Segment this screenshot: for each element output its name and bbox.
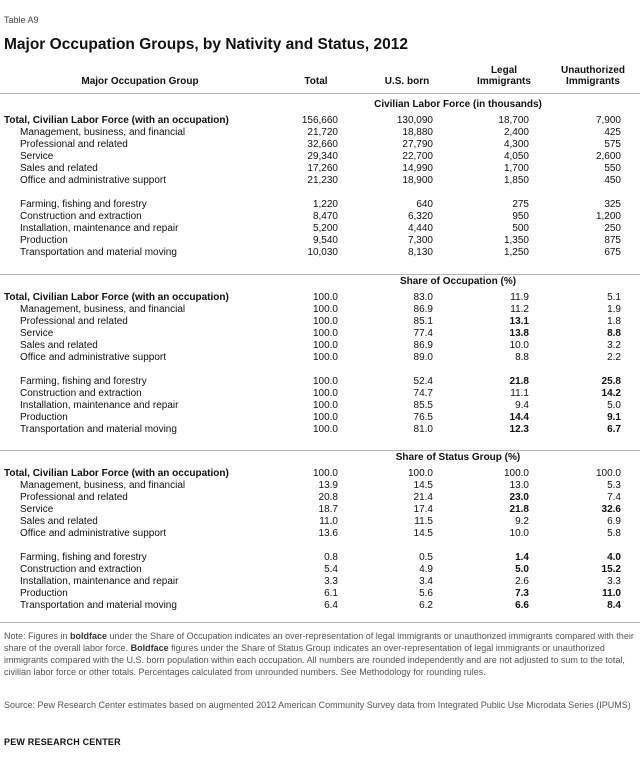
cell-unauthorized: 1.9 xyxy=(607,304,621,315)
row-label: Professional and related xyxy=(20,139,128,150)
row-label: Office and administrative support xyxy=(20,175,167,186)
row-label: Farming, fishing and forestry xyxy=(20,199,147,210)
cell-legal: 1,250 xyxy=(503,247,529,258)
table-row xyxy=(0,576,640,588)
table-row xyxy=(0,600,640,612)
row-label: Service xyxy=(20,504,54,515)
table-row xyxy=(0,424,640,436)
note-text-3: figures under the Share of Status Group indicates an over-representation of legal immigrants or unauthorized immigrants compared with the U.S. born population within each occupation. All numbers are rounded independently and are not adjusted to sum to the total, civilian labor force or other totals. Percentages calculated from unrounded numbers. See Methodology for rounding rules. xyxy=(4,643,625,677)
row-label: Production xyxy=(20,588,68,599)
row-label: Professional and related xyxy=(20,316,128,327)
table-row xyxy=(0,235,640,247)
col-header-unauth-line1: Unauthorized xyxy=(561,65,625,76)
cell-legal: 1.4 xyxy=(515,552,529,563)
table-note xyxy=(4,630,636,678)
cell-us-born: 3.4 xyxy=(419,576,433,587)
cell-unauthorized: 1.8 xyxy=(607,316,621,327)
cell-legal: 2,400 xyxy=(503,127,529,138)
cell-total: 11.0 xyxy=(319,516,338,527)
cell-us-born: 81.0 xyxy=(413,424,433,435)
cell-us-born: 52.4 xyxy=(413,376,433,387)
cell-unauthorized: 5.3 xyxy=(607,480,621,491)
table-row xyxy=(0,139,640,151)
cell-legal: 11.1 xyxy=(510,388,529,399)
row-label: Total, Civilian Labor Force (with an occupation) xyxy=(4,115,229,126)
cell-unauthorized: 575 xyxy=(604,139,621,150)
row-label: Farming, fishing and forestry xyxy=(20,552,147,563)
row-label: Professional and related xyxy=(20,492,128,503)
table-label: Table A9 xyxy=(4,15,39,25)
cell-unauthorized: 15.2 xyxy=(601,564,621,575)
cell-us-born: 77.4 xyxy=(413,328,433,339)
cell-unauthorized: 2.2 xyxy=(607,352,621,363)
cell-us-born: 86.9 xyxy=(413,304,433,315)
table-row xyxy=(0,163,640,175)
row-label: Management, business, and financial xyxy=(20,304,186,315)
table-row xyxy=(0,151,640,163)
cell-unauthorized: 14.2 xyxy=(601,388,621,399)
cell-us-born: 6,320 xyxy=(407,211,433,222)
cell-unauthorized: 7.4 xyxy=(607,492,621,503)
cell-legal: 100.0 xyxy=(503,468,529,479)
table-row xyxy=(0,340,640,352)
cell-unauthorized: 5.8 xyxy=(607,528,621,539)
cell-unauthorized: 325 xyxy=(604,199,621,210)
cell-unauthorized: 9.1 xyxy=(607,412,621,423)
cell-total: 29,340 xyxy=(307,151,338,162)
cell-us-born: 74.7 xyxy=(413,388,433,399)
row-label: Production xyxy=(20,235,68,246)
table-row xyxy=(0,199,640,211)
row-label: Construction and extraction xyxy=(20,211,142,222)
cell-legal: 1,700 xyxy=(503,163,529,174)
cell-total: 100.0 xyxy=(312,400,338,411)
cell-legal: 21.8 xyxy=(509,504,529,515)
cell-total: 5,200 xyxy=(312,223,338,234)
cell-total: 100.0 xyxy=(312,412,338,423)
table-row xyxy=(0,552,640,564)
cell-total: 1,220 xyxy=(312,199,338,210)
row-label: Total, Civilian Labor Force (with an occupation) xyxy=(4,292,229,303)
cell-legal: 4,300 xyxy=(503,139,529,150)
row-label: Farming, fishing and forestry xyxy=(20,376,147,387)
cell-unauthorized: 6.9 xyxy=(607,516,621,527)
table-row-total xyxy=(0,468,640,480)
table-row xyxy=(0,376,640,388)
row-label: Construction and extraction xyxy=(20,564,142,575)
note-text-2: under the Share of Occupation indicates an over-representation of legal immigrants or unauthorized immigrants compared with their share of the overall labor force. xyxy=(4,631,634,653)
cell-us-born: 18,900 xyxy=(402,175,433,186)
cell-unauthorized: 4.0 xyxy=(607,552,621,563)
cell-unauthorized: 425 xyxy=(604,127,621,138)
cell-unauthorized: 5.0 xyxy=(607,400,621,411)
table-row xyxy=(0,127,640,139)
cell-total: 100.0 xyxy=(312,316,338,327)
cell-legal: 2.6 xyxy=(515,576,529,587)
cell-total: 9,540 xyxy=(312,235,338,246)
cell-us-born: 130,090 xyxy=(396,115,433,126)
cell-us-born: 6.2 xyxy=(419,600,433,611)
cell-us-born: 86.9 xyxy=(413,340,433,351)
table-row xyxy=(0,504,640,516)
cell-legal: 23.0 xyxy=(509,492,529,503)
table-row xyxy=(0,528,640,540)
cell-unauthorized: 8.4 xyxy=(607,600,621,611)
cell-legal: 8.8 xyxy=(515,352,529,363)
table-row xyxy=(0,247,640,259)
table-row xyxy=(0,492,640,504)
note-bold-2: Boldface xyxy=(130,643,169,653)
section-rule-1 xyxy=(0,274,640,275)
cell-us-born: 100.0 xyxy=(407,468,433,479)
col-header-us-born: U.S. born xyxy=(384,76,430,87)
table-row xyxy=(0,175,640,187)
col-header-unauth-line2: Immigrants xyxy=(566,76,620,87)
cell-us-born: 89.0 xyxy=(413,352,433,363)
cell-total: 0.8 xyxy=(324,552,338,563)
cell-legal: 18,700 xyxy=(498,115,529,126)
row-label: Installation, maintenance and repair xyxy=(20,400,179,411)
cell-total: 100.0 xyxy=(312,424,338,435)
cell-unauthorized: 8.8 xyxy=(607,328,621,339)
cell-us-born: 85.5 xyxy=(413,400,433,411)
cell-legal: 9.2 xyxy=(515,516,529,527)
cell-total: 100.0 xyxy=(312,304,338,315)
cell-us-born: 14.5 xyxy=(413,528,433,539)
cell-legal: 14.4 xyxy=(509,412,529,423)
table-row xyxy=(0,400,640,412)
row-label: Transportation and material moving xyxy=(20,600,177,611)
cell-us-born: 76.5 xyxy=(413,412,433,423)
cell-us-born: 21.4 xyxy=(413,492,433,503)
table-row-total xyxy=(0,115,640,127)
cell-legal: 21.8 xyxy=(509,376,529,387)
cell-us-born: 85.1 xyxy=(413,316,433,327)
cell-unauthorized: 25.8 xyxy=(601,376,621,387)
col-header-group: Major Occupation Group xyxy=(81,76,199,87)
cell-legal: 500 xyxy=(512,223,529,234)
cell-total: 100.0 xyxy=(312,328,338,339)
cell-us-born: 7,300 xyxy=(407,235,433,246)
cell-total: 17,260 xyxy=(307,163,338,174)
cell-total: 13.9 xyxy=(318,480,338,491)
cell-legal: 13.1 xyxy=(509,316,529,327)
cell-us-born: 18,880 xyxy=(402,127,433,138)
row-label: Management, business, and financial xyxy=(20,480,186,491)
note-text-1: Note: Figures in xyxy=(4,631,71,641)
row-label: Installation, maintenance and repair xyxy=(20,223,179,234)
cell-legal: 13.8 xyxy=(509,328,529,339)
cell-unauthorized: 875 xyxy=(604,235,621,246)
table-row xyxy=(0,304,640,316)
cell-total: 5.4 xyxy=(324,564,338,575)
section-heading: Civilian Labor Force (in thousands) xyxy=(374,99,542,110)
cell-legal: 12.3 xyxy=(509,424,529,435)
cell-us-born: 14,990 xyxy=(402,163,433,174)
cell-unauthorized: 450 xyxy=(604,175,621,186)
row-label: Installation, maintenance and repair xyxy=(20,576,179,587)
cell-legal: 5.0 xyxy=(515,564,529,575)
cell-legal: 950 xyxy=(512,211,529,222)
cell-us-born: 14.5 xyxy=(413,480,433,491)
table-bottom-rule xyxy=(0,622,640,623)
table-row xyxy=(0,588,640,600)
note-bold-1: boldface xyxy=(70,631,108,641)
table-row xyxy=(0,412,640,424)
cell-unauthorized: 100.0 xyxy=(595,468,621,479)
row-label: Office and administrative support xyxy=(20,528,167,539)
row-label: Sales and related xyxy=(20,163,98,174)
col-header-unauthorized xyxy=(552,65,634,87)
table-row xyxy=(0,516,640,528)
row-label: Management, business, and financial xyxy=(20,127,186,138)
cell-us-born: 4,440 xyxy=(407,223,433,234)
cell-total: 10,030 xyxy=(307,247,338,258)
cell-legal: 7.3 xyxy=(515,588,529,599)
row-label: Transportation and material moving xyxy=(20,424,177,435)
row-label: Office and administrative support xyxy=(20,352,167,363)
table-row xyxy=(0,316,640,328)
source-note: Source: Pew Research Center estimates based on augmented 2012 American Community Survey data from Integrated Public Use Microdata Series (IPUMS) xyxy=(4,700,631,710)
cell-unauthorized: 3.3 xyxy=(607,576,621,587)
cell-us-born: 4.9 xyxy=(419,564,433,575)
header-rule xyxy=(0,93,640,94)
cell-total: 6.1 xyxy=(324,588,338,599)
cell-unauthorized: 1,200 xyxy=(595,211,621,222)
cell-unauthorized: 3.2 xyxy=(607,340,621,351)
table-row-total xyxy=(0,292,640,304)
row-label: Sales and related xyxy=(20,516,98,527)
cell-legal: 6.6 xyxy=(515,600,529,611)
table-row xyxy=(0,328,640,340)
cell-unauthorized: 250 xyxy=(604,223,621,234)
cell-us-born: 22,700 xyxy=(402,151,433,162)
cell-unauthorized: 675 xyxy=(604,247,621,258)
cell-unauthorized: 32.6 xyxy=(601,504,621,515)
cell-total: 20.8 xyxy=(318,492,338,503)
cell-total: 21,230 xyxy=(307,175,338,186)
cell-legal: 10.0 xyxy=(509,340,529,351)
col-header-legal-line1: Legal xyxy=(490,65,518,76)
cell-total: 13.6 xyxy=(318,528,338,539)
cell-unauthorized: 7,900 xyxy=(595,115,621,126)
col-header-legal xyxy=(462,65,546,87)
cell-legal: 10.0 xyxy=(509,528,529,539)
cell-us-born: 5.6 xyxy=(419,588,433,599)
col-header-total: Total xyxy=(304,76,328,87)
cell-legal: 1,350 xyxy=(503,235,529,246)
row-label: Construction and extraction xyxy=(20,388,142,399)
cell-legal: 1,850 xyxy=(503,175,529,186)
cell-legal: 4,050 xyxy=(503,151,529,162)
cell-legal: 9.4 xyxy=(515,400,529,411)
cell-total: 3.3 xyxy=(324,576,338,587)
table-row xyxy=(0,352,640,364)
cell-unauthorized: 550 xyxy=(604,163,621,174)
row-label: Transportation and material moving xyxy=(20,247,177,258)
section-heading: Share of Occupation (%) xyxy=(399,276,517,287)
cell-unauthorized: 11.0 xyxy=(602,588,621,599)
cell-us-born: 17.4 xyxy=(413,504,433,515)
cell-total: 8,470 xyxy=(312,211,338,222)
cell-legal: 11.9 xyxy=(510,292,529,303)
cell-us-born: 8,130 xyxy=(407,247,433,258)
table-row xyxy=(0,564,640,576)
cell-total: 100.0 xyxy=(312,292,338,303)
cell-unauthorized: 2,600 xyxy=(595,151,621,162)
cell-unauthorized: 6.7 xyxy=(607,424,621,435)
cell-legal: 13.0 xyxy=(509,480,529,491)
cell-total: 156,660 xyxy=(301,115,338,126)
cell-unauthorized: 5.1 xyxy=(607,292,621,303)
table-row xyxy=(0,211,640,223)
col-header-legal-line2: Immigrants xyxy=(477,76,531,87)
cell-legal: 11.2 xyxy=(510,304,529,315)
row-label: Sales and related xyxy=(20,340,98,351)
cell-total: 6.4 xyxy=(324,600,338,611)
brand-footer: PEW RESEARCH CENTER xyxy=(4,737,121,747)
cell-total: 100.0 xyxy=(312,376,338,387)
cell-total: 32,660 xyxy=(307,139,338,150)
cell-total: 100.0 xyxy=(312,340,338,351)
row-label: Total, Civilian Labor Force (with an occupation) xyxy=(4,468,229,479)
table-row xyxy=(0,223,640,235)
cell-us-born: 0.5 xyxy=(419,552,433,563)
cell-total: 21,720 xyxy=(307,127,338,138)
row-label: Service xyxy=(20,328,54,339)
cell-us-born: 11.5 xyxy=(414,516,433,527)
section-rule-2 xyxy=(0,450,640,451)
cell-total: 100.0 xyxy=(312,468,338,479)
cell-total: 100.0 xyxy=(312,352,338,363)
cell-us-born: 27,790 xyxy=(402,139,433,150)
cell-legal: 275 xyxy=(512,199,529,210)
row-label: Production xyxy=(20,412,68,423)
table-row xyxy=(0,388,640,400)
section-heading: Share of Status Group (%) xyxy=(395,452,521,463)
cell-us-born: 640 xyxy=(416,199,433,210)
cell-total: 100.0 xyxy=(312,388,338,399)
row-label: Service xyxy=(20,151,54,162)
cell-total: 18.7 xyxy=(318,504,338,515)
cell-us-born: 83.0 xyxy=(413,292,433,303)
table-row xyxy=(0,480,640,492)
page-title: Major Occupation Groups, by Nativity and Status, 2012 xyxy=(4,36,408,53)
